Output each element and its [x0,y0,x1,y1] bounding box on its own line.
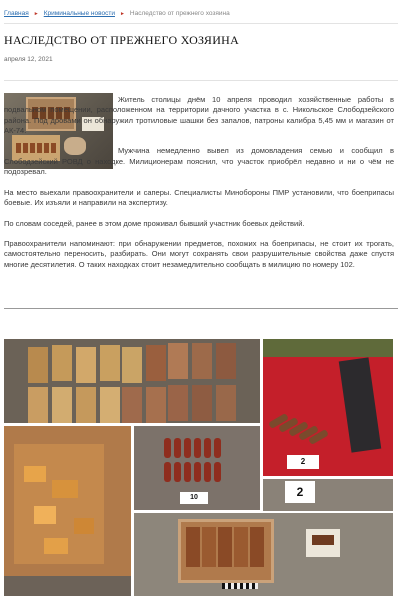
article-paragraph: Правоохранители напоминают: при обнаружении предметов, похожих на боеприпасы, не стоит их трогать, самостоятельно переносить, разбирать. Они могут сохранять свои разрушительные свойства даже спустя многие десятилетия. О таких находках стоит незамедлительно сообщать в милицию по номеру 102. [4,239,394,269]
breadcrumb-home-link[interactable]: Главная [4,10,29,17]
gallery-photo-tnt-blocks[interactable] [4,339,260,423]
evidence-tag: 2 [287,455,319,469]
evidence-tag: 2 [285,481,315,503]
article-title: НАСЛЕДСТВО ОТ ПРЕЖНЕГО ХОЗЯИНА [4,33,240,47]
evidence-tag: 10 [180,492,208,504]
gallery-photo-tag[interactable] [263,479,393,511]
breadcrumb-separator-icon: ► [33,11,39,17]
divider [4,80,398,81]
article-date: апреля 12, 2021 [4,56,53,63]
gallery-photo-crate[interactable] [134,513,393,596]
breadcrumb [4,5,398,24]
article-paragraph: По словам соседей, ранее в этом доме проживал бывший участник боевых действий. [4,218,305,228]
gallery-photo-amber-blocks[interactable] [4,426,131,596]
article-paragraph: Мужчина немедленно вывел из домовладения семью и сообщил в Слободзейский РОВД о находке. Милиционерам пояснил, что участок приобрёл недавно и ни о чём не подозревал. [4,146,394,177]
divider [4,308,398,309]
gallery-photo-cartridges[interactable] [134,426,260,510]
breadcrumb-current: Наследство от прежнего хозяина [129,10,230,17]
gallery-photo-red-bag[interactable] [263,339,393,476]
article-paragraph: На место выехали правоохранители и саперы. Специалисты Минобороны ПМР установили, что боеприпасы боевые. Их изъяли и направили на экспертизу. [4,187,394,207]
article-paragraph: Житель столицы днём 10 апреля проводил хозяйственные работы в подвальном помещении, расположенном на территории дачного участка в с. Никольское Слободзейского района. Под дровами он обнаружил тротиловые шашки без запалов, патроны калибра 5,45 мм и магазин от АК-74. [4,95,394,135]
article-body [4,95,394,280]
breadcrumb-section-link[interactable]: Криминальные новости [43,10,115,17]
breadcrumb-separator-icon: ► [119,11,125,17]
